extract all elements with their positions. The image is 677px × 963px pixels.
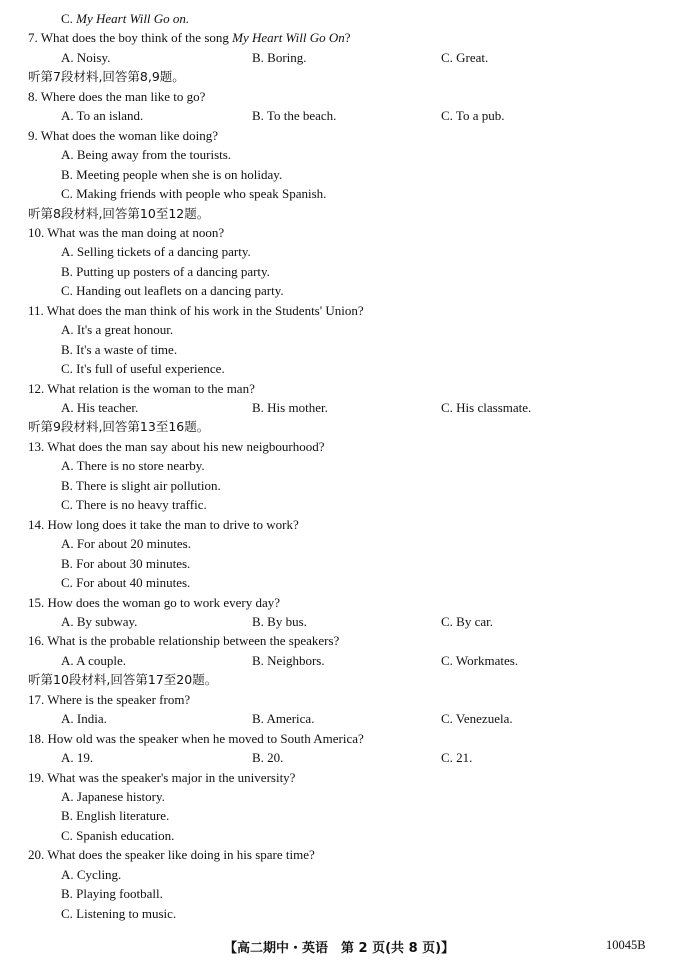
answer-option: B. Boring. — [252, 50, 307, 65]
question-text: 13. What does the man say about his new neigbourhood? — [28, 439, 325, 454]
answer-option: A. His teacher. — [61, 400, 139, 415]
answer-option — [61, 11, 189, 27]
question-text: 16. What is the probable relationship between the speakers? — [28, 633, 340, 648]
answer-option: B. 20. — [252, 750, 284, 765]
answer-option: A. By subway. — [61, 614, 138, 629]
answer-option: C. It's full of useful experience. — [61, 361, 225, 376]
answer-option: A. Being away from the tourists. — [61, 147, 232, 162]
section-instruction: 听第9段材料,回答第13至16题。 — [28, 419, 210, 434]
answer-option: B. America. — [252, 711, 315, 726]
answer-option: B. For about 30 minutes. — [61, 556, 191, 571]
answer-option: C. Handing out leaflets on a dancing party. — [61, 283, 284, 298]
answer-option: A. Selling tickets of a dancing party. — [61, 244, 251, 259]
question-mark: ? — [344, 30, 351, 45]
section-instruction: 听第7段材料,回答第8,9题。 — [28, 69, 185, 84]
answer-option: B. To the beach. — [252, 108, 337, 123]
footer-title: 【高二期中・英语 第 2 页(共 8 页)】 — [224, 941, 455, 956]
question-text: 19. What was the speaker's major in the university? — [28, 770, 296, 785]
answer-option: C. Listening to music. — [61, 906, 177, 921]
answer-option: B. Neighbors. — [252, 653, 325, 668]
question-text: 11. What does the man think of his work in the Students' Union? — [28, 303, 364, 318]
answer-option: B. Putting up posters of a dancing party. — [61, 264, 270, 279]
answer-option: C. Great. — [441, 50, 489, 65]
answer-option: C. 21. — [441, 750, 473, 765]
song-title: My Heart Will Go on. — [76, 11, 190, 26]
answer-option: C. There is no heavy traffic. — [61, 497, 207, 512]
question-text: 14. How long does it take the man to drive to work? — [28, 517, 299, 532]
question-stem: 7. What does the boy think of the song — [28, 30, 233, 45]
paper-code: 10045B — [606, 938, 646, 952]
question-text: 20. What does the speaker like doing in his spare time? — [28, 847, 315, 862]
answer-option: A. To an island. — [61, 108, 144, 123]
answer-option: A. 19. — [61, 750, 94, 765]
question-text: 17. Where is the speaker from? — [28, 692, 191, 707]
answer-option: A. India. — [61, 711, 107, 726]
option-letter: C. — [61, 11, 77, 26]
section-instruction: 听第8段材料,回答第10至12题。 — [28, 206, 210, 221]
answer-option: C. Spanish education. — [61, 828, 175, 843]
question-text — [28, 30, 351, 46]
song-title: My Heart Will Go On — [232, 30, 345, 45]
answer-option: A. For about 20 minutes. — [61, 536, 191, 551]
answer-option: C. By car. — [441, 614, 493, 629]
question-text: 12. What relation is the woman to the man? — [28, 381, 255, 396]
answer-option: C. Workmates. — [441, 653, 519, 668]
answer-option: C. For about 40 minutes. — [61, 575, 191, 590]
answer-option: B. It's a waste of time. — [61, 342, 178, 357]
answer-option: B. English literature. — [61, 808, 170, 823]
answer-option: A. A couple. — [61, 653, 126, 668]
answer-option: B. Meeting people when she is on holiday. — [61, 167, 283, 182]
section-instruction: 听第10段材料,回答第17至20题。 — [28, 672, 218, 687]
question-text: 9. What does the woman like doing? — [28, 128, 219, 143]
answer-option: A. It's a great honour. — [61, 322, 174, 337]
answer-option: B. Playing football. — [61, 886, 163, 901]
answer-option: A. Japanese history. — [61, 789, 165, 804]
answer-option: C. Venezuela. — [441, 711, 513, 726]
question-text: 10. What was the man doing at noon? — [28, 225, 225, 240]
answer-option: C. His classmate. — [441, 400, 532, 415]
answer-option: A. Noisy. — [61, 50, 111, 65]
answer-option: C. To a pub. — [441, 108, 505, 123]
answer-option: B. His mother. — [252, 400, 328, 415]
answer-option: B. By bus. — [252, 614, 307, 629]
answer-option: B. There is slight air pollution. — [61, 478, 221, 493]
answer-option: A. Cycling. — [61, 867, 122, 882]
answer-option: A. There is no store nearby. — [61, 458, 205, 473]
question-text: 8. Where does the man like to go? — [28, 89, 206, 104]
page-footer — [0, 937, 677, 955]
question-text: 15. How does the woman go to work every day? — [28, 595, 280, 610]
answer-option: C. Making friends with people who speak Spanish. — [61, 186, 327, 201]
question-text: 18. How old was the speaker when he moved to South America? — [28, 731, 364, 746]
